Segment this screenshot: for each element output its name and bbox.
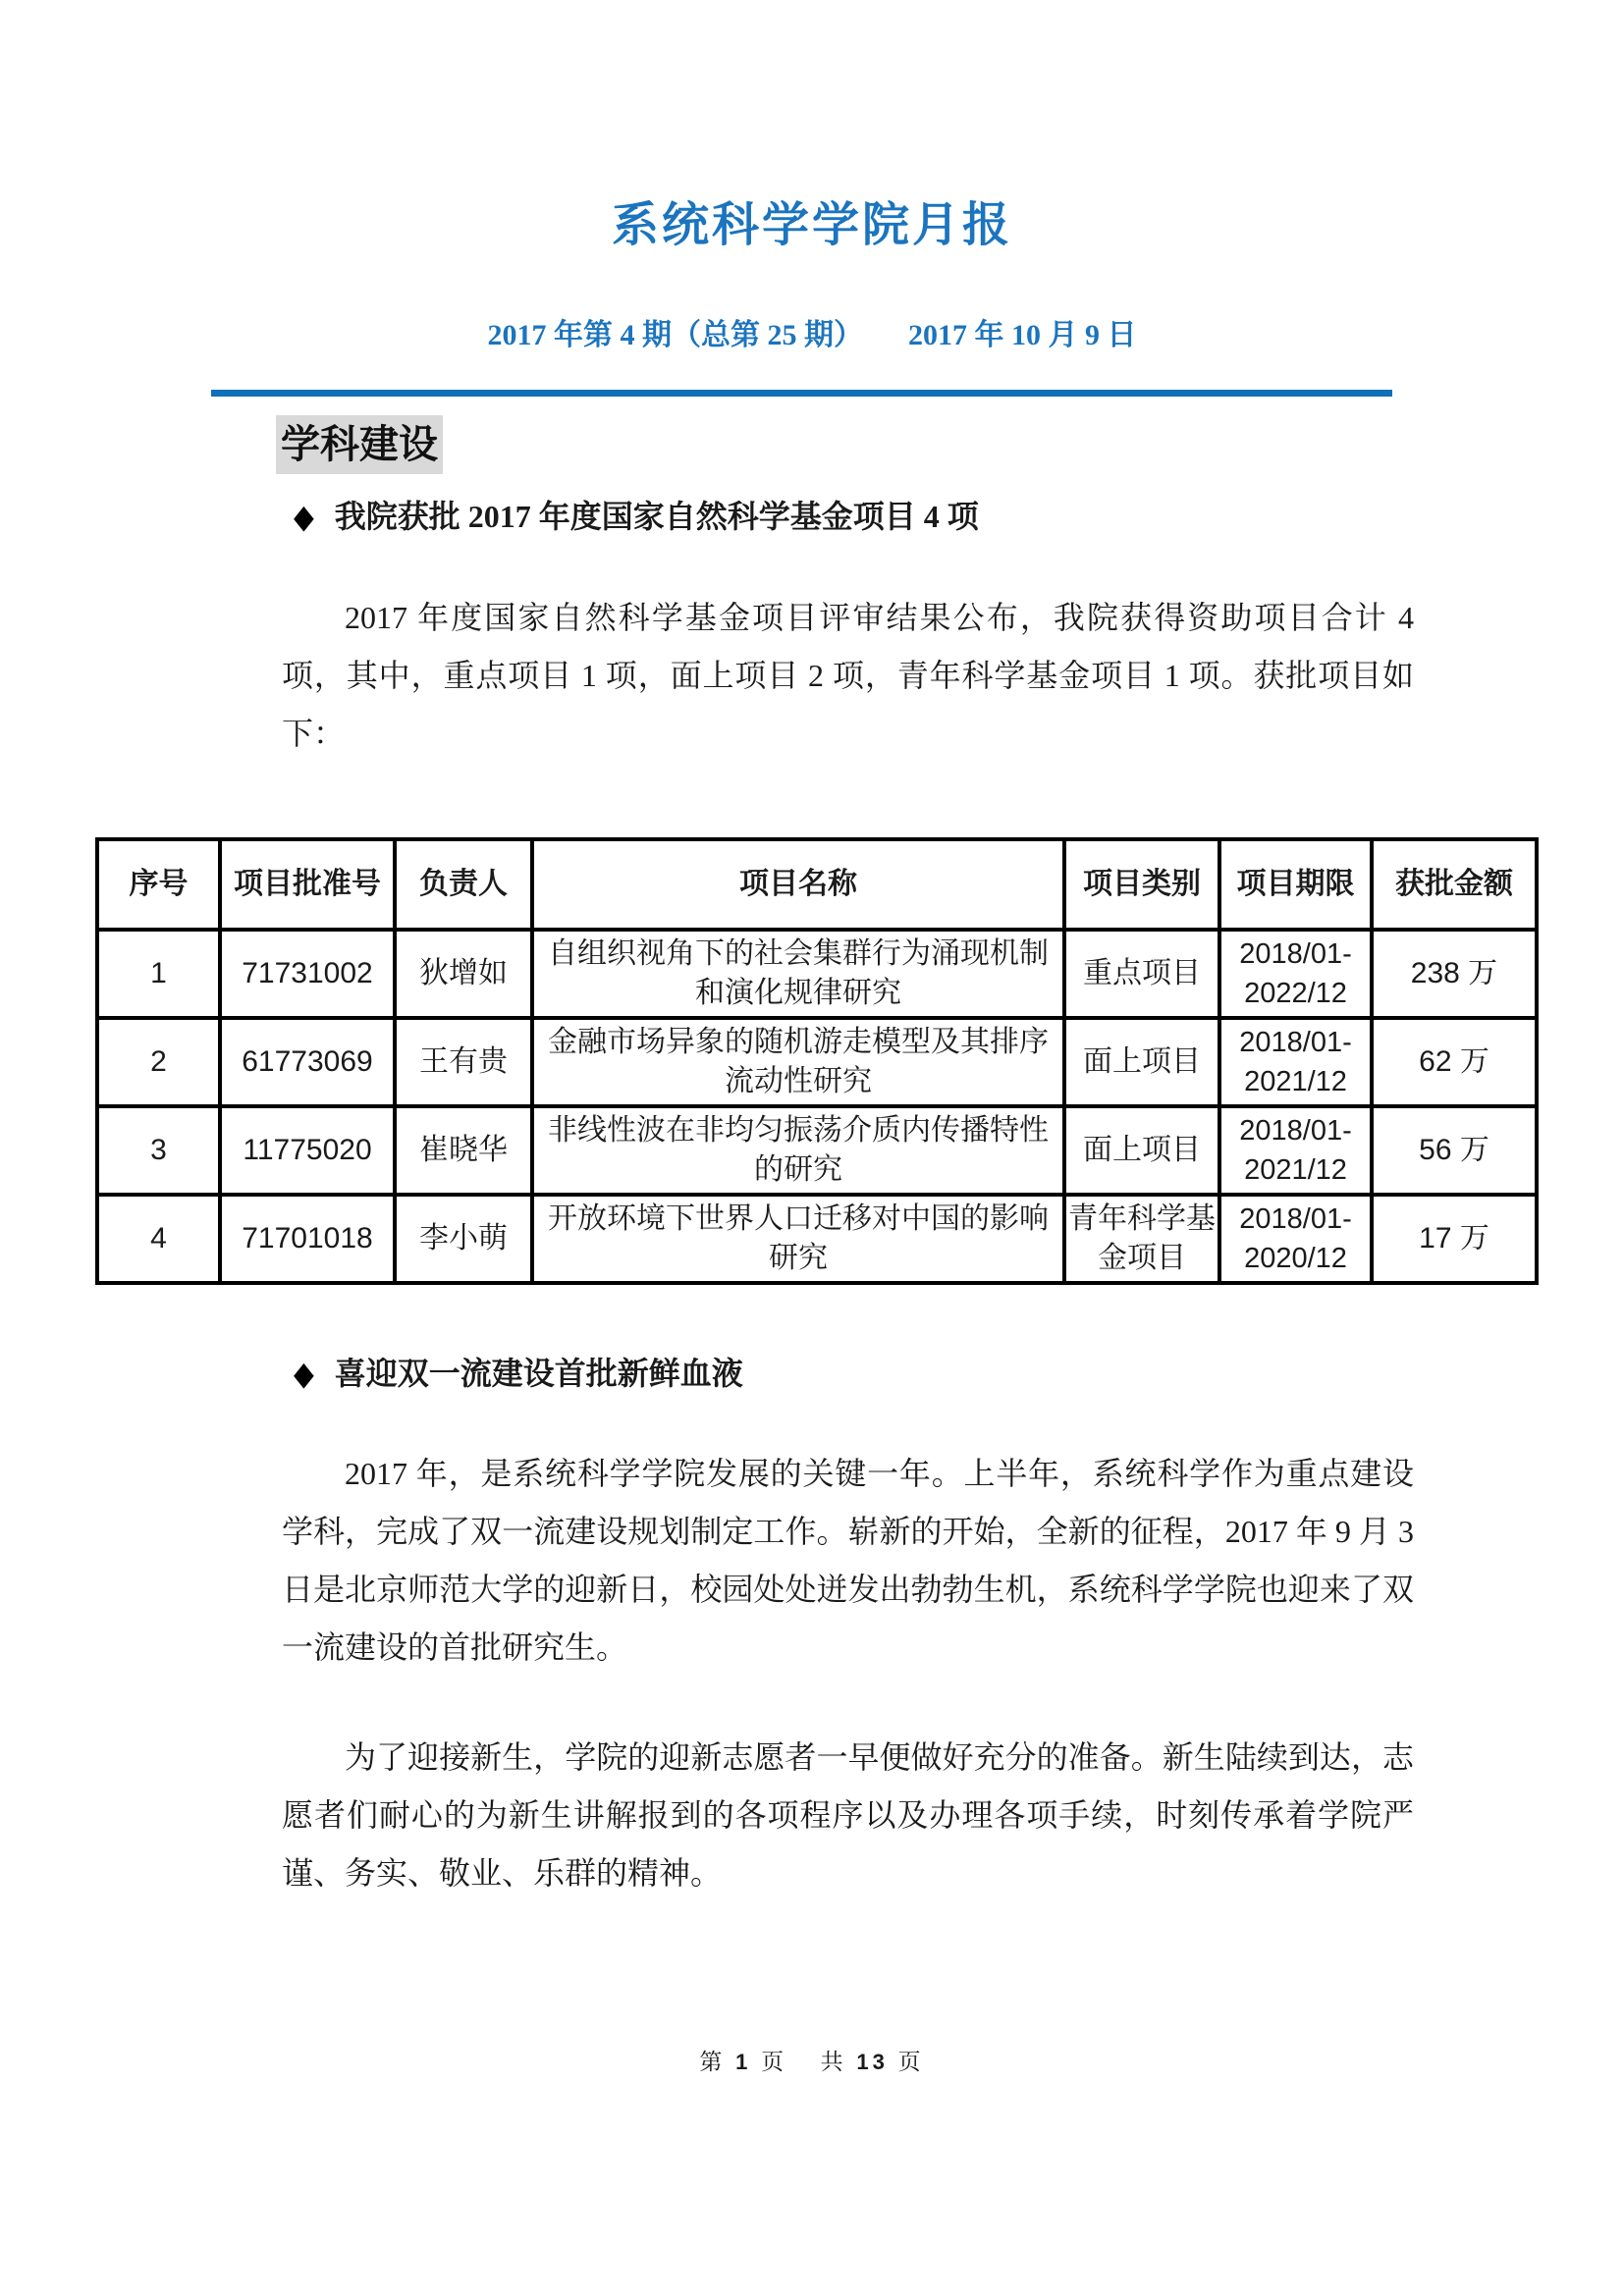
footer-total-prefix: 共 (820, 2050, 847, 2074)
cell-project-name: 自组织视角下的社会集群行为涌现机制和演化规律研究 (532, 930, 1064, 1018)
cell-index: 3 (97, 1106, 220, 1195)
cell-category: 重点项目 (1064, 930, 1219, 1018)
bullet-heading-grants-title: 我院获批 2017 年度国家自然科学基金项目 4 项 (334, 499, 979, 534)
footer-page-label: 页 (761, 2050, 788, 2074)
issue-line (0, 316, 1624, 355)
footer-page-prefix: 第 (699, 2050, 727, 2074)
col-header-name: 项目名称 (532, 839, 1064, 930)
cell-amount: 62 万 (1372, 1018, 1537, 1106)
table-row (97, 930, 1537, 1018)
col-header-index: 序号 (97, 839, 220, 930)
section-heading-row (276, 415, 1624, 474)
cell-period-line1: 2018/01- (1239, 1203, 1352, 1235)
cell-pi: 崔晓华 (395, 1106, 532, 1195)
cell-period (1219, 1106, 1372, 1195)
cell-pi: 李小萌 (395, 1195, 532, 1283)
cell-pi: 狄增如 (395, 930, 532, 1018)
paragraph-freshmen-1: 2017 年，是系统科学学院发展的关键一年。上半年，系统科学作为重点建设学科，完成了双一流建设规划制定工作。崭新的开始，全新的征程，2017 年 9 月 3 日是北京师范大学的迎新日，校园处处迸发出勃勃生机，系统科学学院也迎来了双一流建设的首批研究生。 (282, 1456, 1414, 1665)
page-footer (0, 2044, 1624, 2076)
cell-grant-no: 71731002 (220, 930, 395, 1018)
diamond-bullet-icon: ◆ (294, 498, 314, 535)
cell-project-name: 非线性波在非均匀振荡介质内传播特性的研究 (532, 1106, 1064, 1195)
table-row (97, 1195, 1537, 1283)
paragraph-grants-intro: 2017 年度国家自然科学基金项目评审结果公布，我院获得资助项目合计 4 项，其中，重点项目 1 项，面上项目 2 项，青年科学基金项目 1 项。获批项目如下： (282, 600, 1414, 751)
cell-index: 1 (97, 930, 220, 1018)
cell-amount: 56 万 (1372, 1106, 1537, 1195)
cell-period-line2: 2022/12 (1244, 978, 1347, 1009)
projects-table (95, 837, 1539, 1285)
col-header-category: 项目类别 (1064, 839, 1219, 930)
footer-total-pages: 13 (856, 2050, 889, 2074)
cell-grant-no: 61773069 (220, 1018, 395, 1106)
table-row (97, 1018, 1537, 1106)
cell-index: 2 (97, 1018, 220, 1106)
cell-period-line2: 2020/12 (1244, 1243, 1347, 1274)
col-header-grant-no: 项目批准号 (220, 839, 395, 930)
footer-total-label: 页 (897, 2050, 925, 2074)
cell-category: 青年科学基金项目 (1064, 1195, 1219, 1283)
cell-period-line1: 2018/01- (1239, 938, 1352, 970)
bullet-heading-grants (294, 495, 1624, 538)
cell-amount: 17 万 (1372, 1195, 1537, 1283)
cell-period-line2: 2021/12 (1244, 1154, 1347, 1186)
cell-grant-no: 11775020 (220, 1106, 395, 1195)
cell-period-line1: 2018/01- (1239, 1115, 1352, 1147)
table-header-row (97, 839, 1537, 930)
cell-grant-no: 71701018 (220, 1195, 395, 1283)
col-header-period: 项目期限 (1219, 839, 1372, 930)
cell-project-name: 金融市场异象的随机游走模型及其排序流动性研究 (532, 1018, 1064, 1106)
section-heading: 学科建设 (276, 415, 443, 474)
cell-period (1219, 1195, 1372, 1283)
cell-period-line1: 2018/01- (1239, 1027, 1352, 1058)
issue-number: 2017 年第 4 期（总第 25 期） (487, 319, 863, 351)
paragraph-freshmen-2: 为了迎接新生，学院的迎新志愿者一早便做好充分的准备。新生陆续到达，志愿者们耐心的为新生讲解报到的各项程序以及办理各项手续，时刻传承着学院严谨、务实、敬业、乐群的精神。 (282, 1739, 1414, 1891)
cell-project-name: 开放环境下世界人口迁移对中国的影响研究 (532, 1195, 1064, 1283)
table-row (97, 1106, 1537, 1195)
cell-pi: 王有贵 (395, 1018, 532, 1106)
bullet-heading-freshmen-title: 喜迎双一流建设首批新鲜血液 (334, 1356, 743, 1391)
cell-category: 面上项目 (1064, 1018, 1219, 1106)
cell-period-line2: 2021/12 (1244, 1066, 1347, 1097)
bullet-heading-freshmen (294, 1352, 1624, 1395)
cell-amount: 238 万 (1372, 930, 1537, 1018)
horizontal-rule (211, 390, 1392, 397)
col-header-amount: 获批金额 (1372, 839, 1537, 930)
footer-page-number: 1 (735, 2050, 752, 2074)
cell-index: 4 (97, 1195, 220, 1283)
col-header-pi: 负责人 (395, 839, 532, 930)
document-title: 系统科学学院月报 (611, 199, 1012, 251)
issue-date: 2017 年 10 月 9 日 (908, 319, 1137, 351)
cell-category: 面上项目 (1064, 1106, 1219, 1195)
cell-period (1219, 1018, 1372, 1106)
diamond-bullet-icon: ◆ (294, 1355, 314, 1392)
cell-period (1219, 930, 1372, 1018)
